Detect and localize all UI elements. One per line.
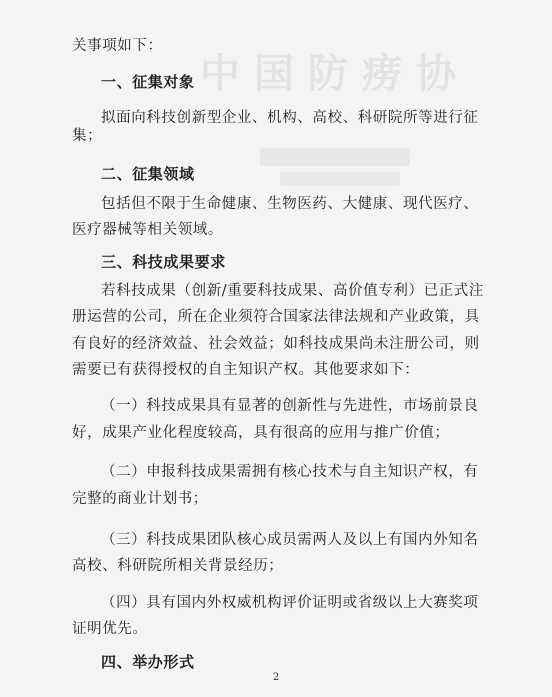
bleed-through-watermark: 中国防痨协 — [200, 51, 470, 97]
body-line: （二）申报科技成果需拥有核心技术与自主知识产权，有 — [101, 464, 479, 480]
body-line: 有良好的经济效益、社会效益；如科技成果尚未注册公司，则 — [72, 336, 480, 352]
section-heading: 四、举办形式 — [101, 653, 195, 671]
body-line: 拟面向科技创新型企业、机构、高校、科研院所等进行征 — [101, 110, 479, 126]
body-line: 完整的商业计划书； — [72, 491, 208, 507]
body-line: 高校、科研院所相关背景经历； — [72, 558, 284, 574]
body-line: 集； — [72, 128, 103, 144]
section-heading: 一、征集对象 — [101, 73, 195, 91]
body-line: （四）具有国内外权威机构评价证明或省级以上大赛奖项 — [101, 595, 479, 611]
body-line: 册运营的公司，所在企业须符合国家法律法规和产业政策，具 — [72, 309, 480, 325]
body-line: 关事项如下： — [72, 38, 163, 54]
body-line: 需要已有获得授权的自主知识产权。其他要求如下： — [72, 362, 420, 378]
page-number: 2 — [272, 672, 280, 683]
body-line: 好，成果产业化程度较高，具有很高的应用与推广价值； — [72, 425, 450, 441]
body-line: 若科技成果（创新/重要科技成果、高价值专利）已正式注 — [101, 283, 484, 299]
body-line: 包括但不限于生命健康、生物医药、大健康、现代医疗、 — [101, 196, 479, 212]
section-heading: 三、科技成果要求 — [101, 253, 226, 271]
body-line: （三）科技成果团队核心成员需两人及以上有国内外知名 — [101, 532, 479, 548]
body-line: 医疗器械等相关领域。 — [72, 222, 223, 238]
body-line: 证明优先。 — [72, 621, 148, 637]
body-line: （一）科技成果具有显著的创新性与先进性，市场前景良 — [101, 398, 479, 414]
section-heading: 二、征集领域 — [101, 165, 195, 183]
